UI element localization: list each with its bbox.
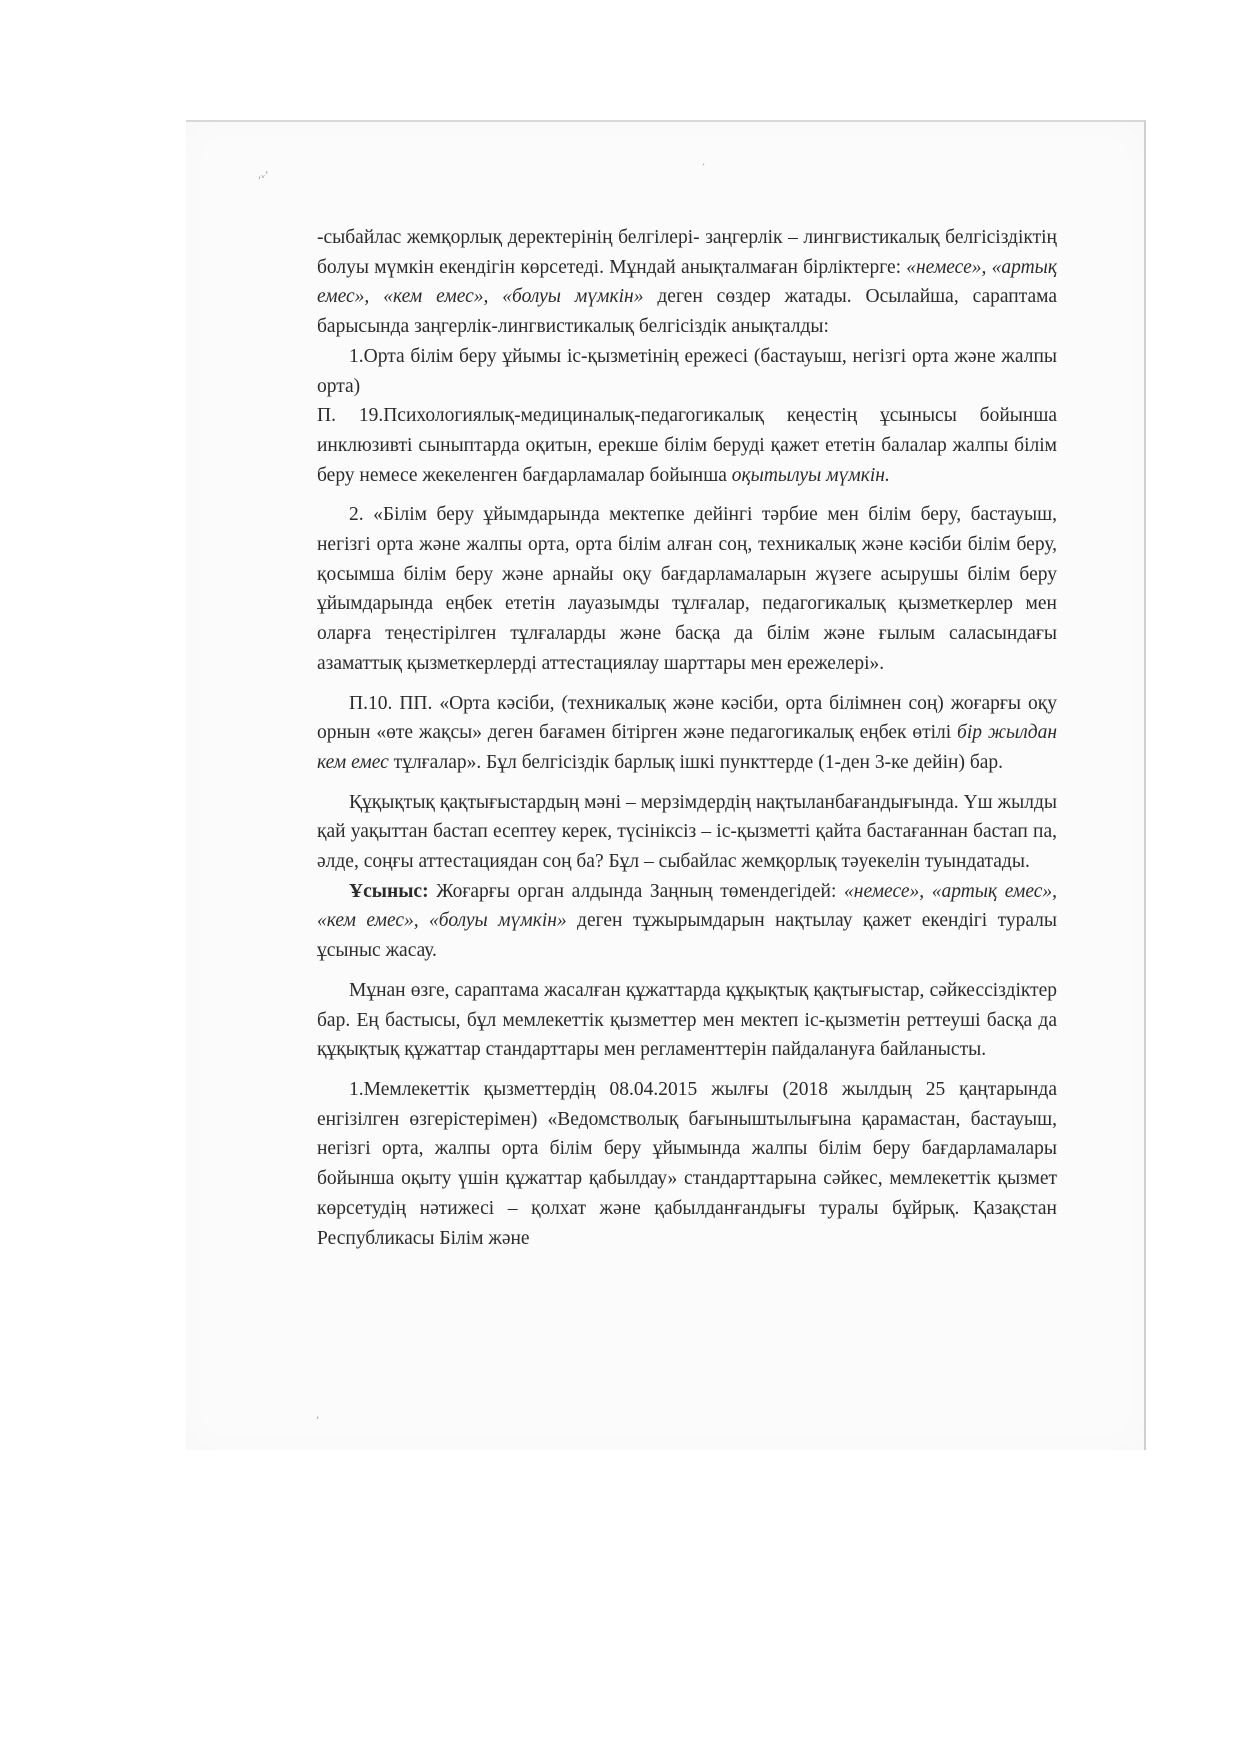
paragraph-corruption-signs: [317, 223, 1057, 342]
text: -сыбайлас жемқорлық деректерінің белгілері- заңгерлік – лингвистикалық белгісіздіктің болуы мүмкін екендігін көрсетеді. Мұндай анықталмаған бірліктерге:: [317, 227, 1057, 278]
paragraph-point-10: [317, 689, 1057, 778]
paragraph-state-services: 1.Мемлекеттік қызметтердің 08.04.2015 жылғы (2018 жылдың 25 қаңтарында енгізілген өзгерістерімен) «Ведомстволық бағыныштылығына қарамастан, бастауыш, негізгі орта, жалпы орта білім беру ұйымында жалпы білім беру бағдарламалары бойынша оқыту үшін құжаттар қабылдау» стандарттарына сәйкес, мемлекеттік қызмет көрсетудің нәтижесі – қолхат және қабылданғандығы туралы бұйрық. Қазақстан Республикасы Білім және: [317, 1078, 1057, 1249]
text: деген сөздер жатады. Осылайша, сараптама барысында заңгерлік-лингвистикалық белгісіздік анықталды:: [317, 286, 1058, 338]
text: деген тұжырымдарын нақтылау қажет екендігі туралы ұсыныс жасау.: [317, 910, 1057, 962]
text: П. 19.Психологиялық-медициналық-педагогикалық кеңестің ұсынысы бойынша инклюзивті сыныптарда оқитын, ерекше білім беруді қажет ететін балалар жалпы білім беру немесе жекеленген бағдарламалар бойынша: [317, 405, 1057, 486]
recommendation-label: Ұсыныс:: [349, 880, 429, 902]
text: П.10. ПП. «Орта кәсіби, (техникалық және кәсіби, орта білімнен соң) жоғарғы оқу орнын «өте жақсы» деген бағамен бітірген және педагогикалық еңбек өтілі: [317, 692, 1057, 744]
italic-phrase: оқытылуы мүмкін.: [731, 464, 890, 486]
paragraph-legal-conflicts: Құқықтық қақтығыстардың мәні – мерзімдердің нақтыланбағандығында. Үш жылды қай уақыттан бастап есептеу керек, түсініксіз – іс-қызметті қайта бастағаннан бастап па, әлде, соңғы аттестациядан соң ба? Бұл – сыбайлас жемқорлық тәуекелін туындатады.: [317, 791, 1057, 873]
scan-speck-mark: ,: [316, 1410, 320, 1421]
text: тұлғалар». Бұл белгісіздік барлық ішкі пункттерде (1-ден 3-ке дейін) бар.: [388, 751, 1004, 773]
paragraph-point-19: [317, 401, 1057, 490]
italic-phrase: бір жылдан кем емес: [317, 722, 1057, 773]
italic-terms: «немесе», «артық емес», «кем емес», «болуы мүмкін»: [317, 256, 1057, 308]
paragraph-inconsistencies: Мұнан өзге, сараптама жасалған құжаттарда құқықтық қақтығыстар, сәйкессіздіктер бар. Ең бастысы, бұл мемлекеттік қызметтер мен мектеп іс-қызметін реттеуші басқа да құқықтық құжаттар стандарттары мен регламенттерін пайдалануға байланысты.: [317, 979, 1057, 1061]
scan-speck-mark: ·: [702, 160, 706, 171]
scan-speck-mark: ,ᵥ': [258, 170, 269, 181]
paragraph-recommendation: [317, 877, 1057, 966]
paragraph-rule-2: 2. «Білім беру ұйымдарында мектепке дейінгі тәрбие мен білім беру, бастауыш, негізгі орта және жалпы орта, орта білім алған соң, техникалық және кәсіби білім беру, қосымша білім беру және арнайы оқу бағдарламаларын жүзеге асырушы білім беру ұйымдарында еңбек ететін лауазымды тұлғалар, педагогикалық қызметкерлер мен оларға теңестірілген тұлғаларды және басқа да білім және ғылым саласындағы азаматтық қызметкерлерді аттестациялау шарттары мен ережелері».: [317, 504, 1057, 674]
text: Жоғарғы орган алдында Заңның төмендегідей:: [428, 880, 845, 902]
paragraph-rule-1: 1.Орта білім беру ұйымы іс-қызметінің ережесі (бастауыш, негізгі орта және жалпы орта): [317, 345, 1057, 397]
document-body: [317, 223, 1057, 1253]
italic-terms: «немесе», «артық емес», «кем емес», «болуы мүмкін»: [317, 880, 1058, 932]
